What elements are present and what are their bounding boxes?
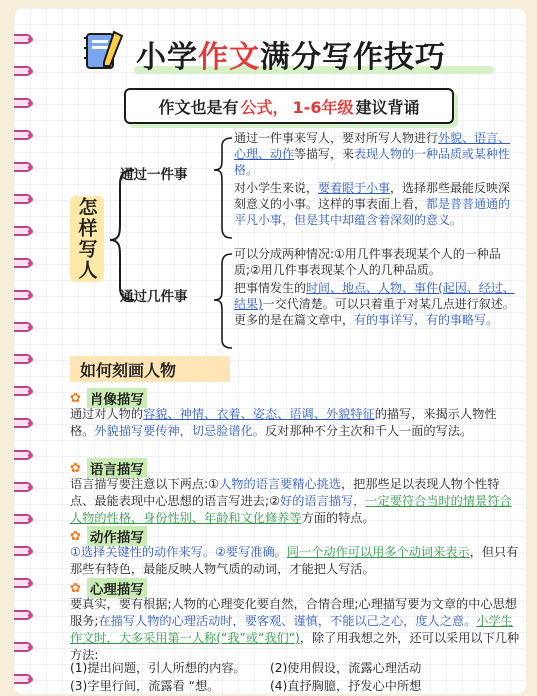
subtitle-box: 作文也是有 公式， 1-6年级 建议背诵 <box>124 88 454 124</box>
para-action: ①选择关键性的动作来写。②要写准确。同一个动作可以用多个动词来表示，但只有那些有特色，最能反映人物气质的动词，才能把人写活。 <box>70 545 519 576</box>
binder-ring-icon <box>14 418 32 428</box>
flower-icon: ✿ <box>70 460 81 476</box>
subhead-psychology: ✿ 心理描写 <box>70 578 147 598</box>
binder-ring-icon <box>14 578 32 588</box>
psychology-methods <box>70 660 520 694</box>
binder-ring-icon <box>14 482 32 492</box>
flower-icon: ✿ <box>70 390 81 406</box>
para-language: 语言描写要注意以下两点:①人物的语言要精心挑选，把那些足以表现人物个性特点、最能表现中心思想的语言写进去;②好的语言描写，一定要符合当时的情景符合人物的性格、身份性别、年龄和文化修养等方面的特点。 <box>70 477 512 525</box>
binder-ring-icon <box>14 130 32 140</box>
para-psychology: 要真实，要有根据;人物的心理变化要自然，合情合理;心理描写要为文章的中心思想服务;在描写人物的心理活动时，要客观、谨慎，不能以己之心，度人之意。小学生作文时，大多采用第一人称(“我”或“我们”)，除了用我想之外，还可以采用以下几种方法: <box>70 597 520 662</box>
subhead-action: ✿ 动作描写 <box>70 526 147 546</box>
method-one-desc-2: 对小学生来说，要着眼于小事，选择那些最能反映深刻意义的小事。这样的事表面上看，都是普普通通的平凡小事，但是其中却蕴含着深刻的意义。 <box>234 181 511 227</box>
binder-ring-icon <box>14 66 32 76</box>
binder-ring-icon <box>14 226 32 236</box>
page-title: 小学作文满分写作技巧 <box>136 40 446 75</box>
method-item: (3)字里行间，流露看 “想。 <box>70 679 220 693</box>
binder-ring-icon <box>14 290 32 300</box>
method-item: (4)直抒胸臆，抒发心中所想 <box>270 679 422 693</box>
para-portrait: 通过对人物的容貌、神情、衣着、姿态、语调、外貌特征的描写，来揭示人物性格。外貌描写要传神，切忌脸谱化。反对那种不分主次和千人一面的写法。 <box>70 407 497 438</box>
flower-icon: ✿ <box>70 528 81 544</box>
method-several-events: 通过几件事 <box>120 289 188 305</box>
section-title: 如何刻画人物 <box>70 356 230 382</box>
binder-ring-icon <box>14 258 32 268</box>
binder-ring-icon <box>14 98 32 108</box>
flower-icon: ✿ <box>70 580 81 596</box>
binder-ring-icon <box>14 34 32 44</box>
binder-ring-icon <box>14 386 32 396</box>
method-one-event: 通过一件事 <box>120 167 188 183</box>
method-one-desc-1: 通过一件事来写人，要对所写人物进行外貌、语言、心理、动作等描写，来表现人物的一种品质或某种性格。 <box>234 131 511 177</box>
binder-ring-icon <box>14 354 32 364</box>
binder-ring-icon <box>14 610 32 620</box>
binder-ring-icon <box>14 546 32 556</box>
binder-ring-icon <box>14 514 32 524</box>
note-page <box>14 8 526 694</box>
binder-ring-icon <box>14 194 32 204</box>
binder-ring-icon <box>14 642 32 652</box>
binder-ring-icon <box>14 162 32 172</box>
binder-ring-icon <box>14 674 32 684</box>
binder-ring-icon <box>14 450 32 460</box>
subhead-language: ✿ 语言描写 <box>70 458 147 478</box>
method-two-desc-1: 可以分成两种情况:①用几件事表现某个人的一种品质;②用几件事表现某个人的几种品质。 <box>234 247 501 277</box>
notebook-pencil-icon <box>84 28 124 74</box>
method-item: (2)使用假设，流露心理活动 <box>270 661 422 675</box>
subhead-portrait: ✿ 肖像描写 <box>70 388 147 408</box>
method-item: (1)提出问题，引人所想的内容。 <box>70 661 246 675</box>
how-to-write-label: 怎样写人 <box>70 196 104 282</box>
binder-ring-icon <box>14 322 32 332</box>
method-two-desc-2: 把事情发生的时间、地点、人物、事件(起因、经过、结果)一交代清楚。可以只着重于对某几点进行叙述。更多的是在篇文章中，有的事详写，有的事略写。 <box>234 281 515 327</box>
